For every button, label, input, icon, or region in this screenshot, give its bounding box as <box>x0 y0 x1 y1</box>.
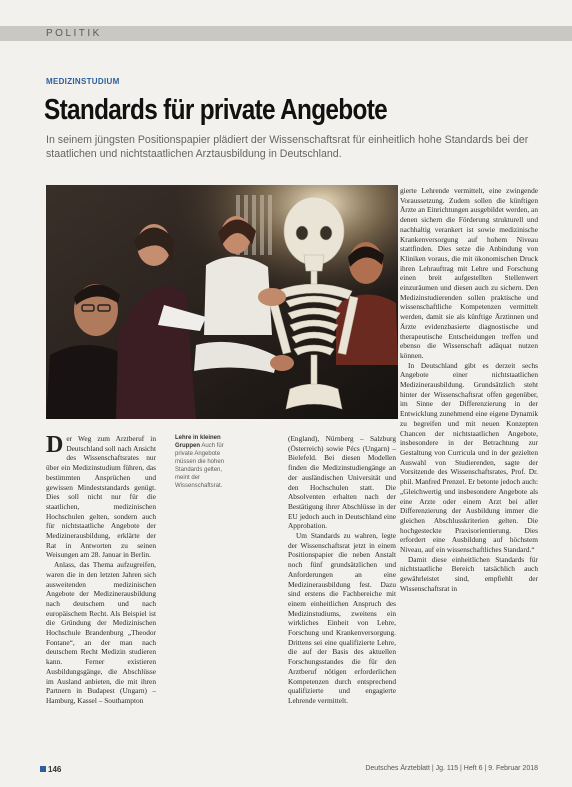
section-bar <box>0 26 572 41</box>
students-with-skeleton-image <box>46 185 398 419</box>
col3-paragraph-2: In Deutschland gibt es derzeit sechs Angebote einer nichtstaatlichen Medizinerausbildung. Grundsätzlich steht hinter der Wissenschaftsrat offen gegenüber, im Sinne der Differenzierung in der Entwicklung zunehmend eine eigene Dynamik zu begreifen und mit neuen Konzepten Chancen der nichtstaatlichen Angebote, insbesondere in der Betrachtung zur Gestaltung von Curricula und in der gezielten Auswahl von Studierenden, sagte der Vorsitzende des Wissenschaftsrates, Prof. Dr. phil. Manfred Prenzel. Er betonte jedoch auch: „Gleichwertig und insbesondere Angebote als eine Arzte oder einem Arzt bei aller Differenzierung der Ausbildung immer die gleichen Abschlusskriterien gelten. Die hochgesteckte Praxisorientierung. Dies erfordert eine Ausbildung auf höchstem Niveau, auf ein wissenschaftliches Standard.“ <box>400 360 538 555</box>
article-photo <box>46 185 398 419</box>
article-column-3 <box>400 186 538 752</box>
col1-paragraph-2: Anlass, das Thema aufzugreifen, waren die in den letzten Jahren sich ausweitenden medizinischen Angebote der Medizinerausbildung nach deutschem und nach europäischem Recht. Als Beispiel ist die Gründung der Medizinischen Hochschule Brandenburg „Theodor Fontane“, an der man nach deutschem Recht Medizin studieren kann. Ferner existieren Ausbildungsgänge, die Abschlüsse im Ausland anbieten, die mit ihren Partnern in Budapest (Ungarn) – Hamburg, Kassel – Southampton <box>46 560 156 705</box>
dropcap: D <box>46 434 64 458</box>
caption-text: Auch für private Angebote müssen die hohen Standards gelten, meint der Wissenschaftsrat. <box>175 443 225 489</box>
issue-info: Deutsches Ärzteblatt | Jg. 115 | Heft 6 | 9. Februar 2018 <box>365 765 538 772</box>
page-marker-icon <box>40 766 46 772</box>
caption-title: Lehre in kleinen Gruppen <box>175 435 221 449</box>
col3-paragraph-1: gierte Lehrende vermittelt, eine zwingende Voraussetzung. Zudem sollen die künftigen Ärzte an Einrichtungen ausgebildet werden, an denen sichern die Förderung strukturell und nachhaltig verankert ist sowie medizinische Krankenversorgung auf hohem Niveau stattfinden. Dies setze die Anbindung von Kliniken voraus, die mit ökonomischen Druck ihren Lehrauftrag mit Lehre und Forschung einen breit aufgestellten Stellenwert einzuräumen und diesen auch zu sichern. Den Medizinstudierenden sollen praktische und wissenschaftliche Kompetenzen vermittelt werden, damit sie als künftige Ärztinnen und Ärzte evidenzbasierte diagnostische und therapeutische Entscheidungen treffen und ebenso die Wissenschaft adäquat nutzen können. <box>400 186 538 360</box>
col2-paragraph-2: Um Standards zu wahren, legte der Wissenschaftsrat jetzt in einem Positionspapier die neben Anstalt noch fünf grundsätzlichen und Anforderungen an eine Medizinerausbildung fest. Dazu sind erstens die Fachbereiche mit einem einheitlichen Anspruch des Medizinstudiums, zweitens ein wirkliches Einheit von Lehre, Forschung und Krankenversorgung. Drittens sei eine qualifizierte Lehre, die auf der Basis des aktuellen Forschungsstandes die für den Arztberuf nötigen erforderlichen Kompetenzen durch entsprechend qualifizierte und engagierte Lehrende vermittelt. <box>288 531 396 705</box>
col2-paragraph-1: (England), Nürnberg – Salzburg (Österreich) sowie Pécs (Ungarn) – Bielefeld. Bei diesen Modellen finden die Medizinstudiengänge an der ausländischen Universität und den Hochschulen statt. Die Absolventen erhalten nach der Bestätigung ihrer Abschlüsse in der EU jedoch auch in Deutschland eine Approbation. <box>288 434 396 531</box>
article-column-2 <box>288 434 396 754</box>
article-kicker: MEDIZINSTUDIUM <box>46 77 120 86</box>
col3-paragraph-3: Damit diese einheitlichen Standards für nichtstaatliche Bereich tatsächlich auch gewährleistet sind, empfiehlt der Wissenschaftsrat in <box>400 554 538 593</box>
col1-paragraph-1: er Weg zum Arztberuf in Deutschland soll nach Ansicht des Wissenschaftsrates nur über ein Medizinstudium führen, das bestimmten Ansprüchen und gewissen Mindeststandards genügt. Dies soll nicht nur für die staatlichen, medizinischen Hochschulen gelten, sondern auch für nichtstaatliche Angebote der Medizinerausbildung, erklärte der Rat in Antworten zu seinen Weisungen am 28. Januar in Berlin. <box>46 434 156 560</box>
article-headline: Standards für private Angebote <box>44 94 388 126</box>
section-label: POLITIK <box>46 28 102 39</box>
photo-caption <box>175 434 227 490</box>
article-lead: In seinem jüngsten Positionspapier plädiert der Wissenschaftsrat für einheitlich hohe Standards bei der staatlichen und nichtstaatlichen Arztausbildung in Deutschland. <box>46 134 529 160</box>
page-number: 146 <box>40 765 61 774</box>
article-column-1 <box>46 434 156 754</box>
